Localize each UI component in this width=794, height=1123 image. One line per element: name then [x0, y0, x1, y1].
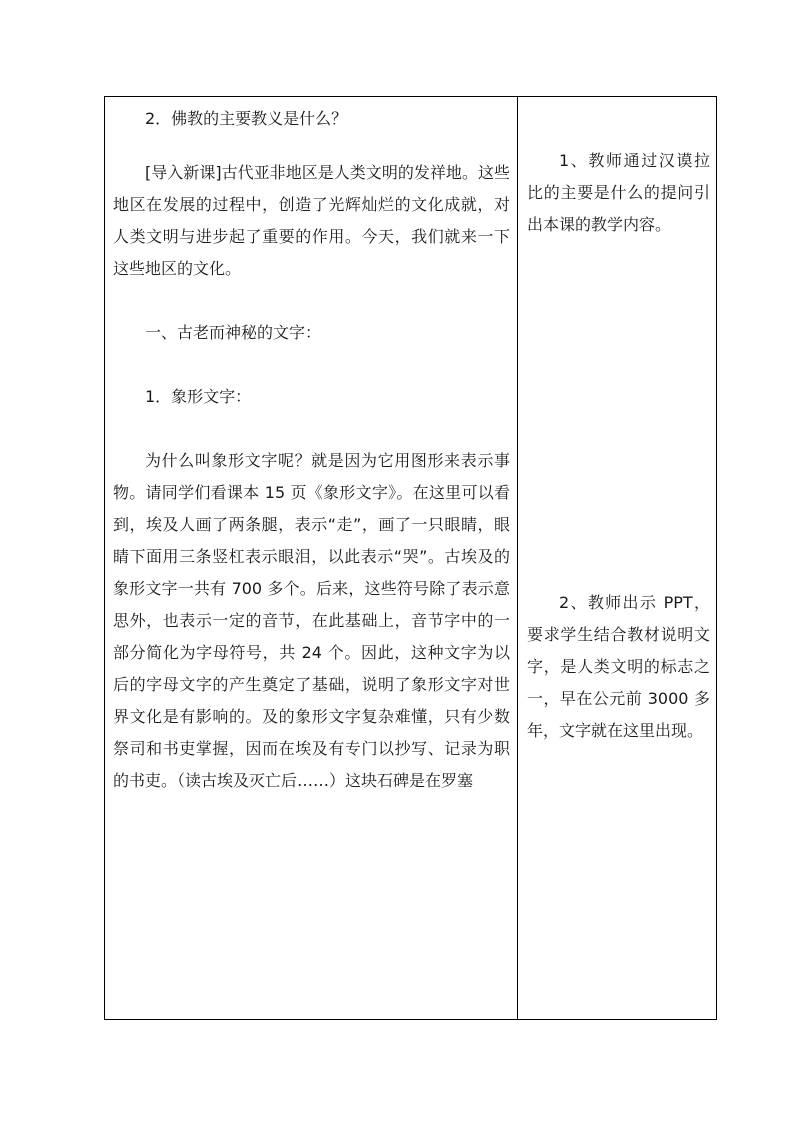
teaching-content-cell — [105, 97, 517, 797]
teacher-note-2: 2、教师出示 PPT，要求学生结合教材说明文字，是人类文明的标志之一，早在公元前 3000 多年，文字就在这里出现。 — [527, 593, 710, 740]
teacher-note-1: 1、教师通过汉谟拉比的主要是什么的提问引出本课的教学内容。 — [527, 151, 710, 234]
section-heading: 一、古老而神秘的文字： — [145, 323, 322, 342]
review-question: 2．佛教的主要教义是什么？ — [145, 109, 348, 128]
lesson-plan-table — [104, 96, 717, 1020]
hieroglyph-paragraph: 为什么叫象形文字呢？就是因为它用图形来表示事物。请同学们看课本 15 页《象形文字》。在这里可以看到，埃及人画了两条腿，表示“走”，画了一只眼睛，眼睛下面用三条竖杠表示眼泪，以此表示“哭”。古埃及的象形文字一共有 700 多个。后来，这些符号除了表示意思外，也表示一定的音节，在此基础上，音节字中的一部分简化为字母符号，共 24 个。因此，这种文字为以后的字母文字的产生奠定了基础，说明了象形文字对世界文化是有影响的。及的象形文字复杂难懂，只有少数祭司和书吏掌握，因而在埃及有专门以抄写、记录为职的书吏。（读古埃及灭亡后……）这块石碑是在罗塞 — [113, 451, 510, 790]
intro-paragraph: [导入新课]古代亚非地区是人类文明的发祥地。这些地区在发展的过程中，创造了光辉灿烂的文化成就，对人类文明与进步起了重要的作用。今天，我们就来一下这些地区的文化。 — [113, 163, 510, 278]
subsection-heading: 1．象形文字： — [145, 387, 252, 406]
teaching-notes-cell — [518, 97, 716, 747]
